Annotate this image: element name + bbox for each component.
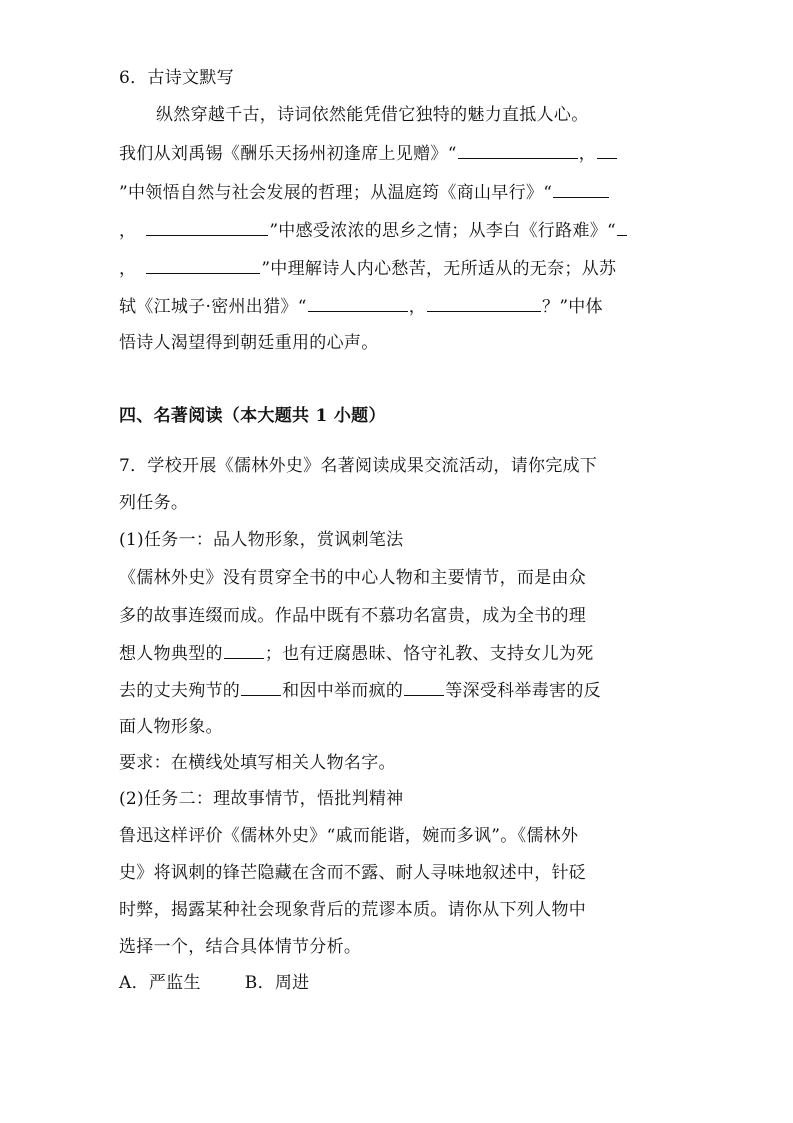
task-1-para-1: 《儒林外史》没有贯穿全书的中心人物和主要情节，而是由众 <box>119 568 587 588</box>
answer-blank[interactable] <box>146 256 260 274</box>
task-2-title: (2)任务二：理故事情节，悟批判精神 <box>119 789 404 809</box>
answer-blank[interactable] <box>404 678 444 696</box>
answer-blank[interactable] <box>617 218 627 236</box>
answer-blank[interactable] <box>224 641 264 659</box>
answer-blank[interactable] <box>597 141 617 159</box>
task-2-para-2: 史》将讽刺的锋芒隐藏在含而不露、耐人寻味地叙述中，针砭 <box>119 863 587 883</box>
option-b[interactable]: B．周进 <box>244 973 310 993</box>
task-1-title: (1)任务一：品人物形象，赏讽刺笔法 <box>119 530 404 550</box>
answer-blank[interactable] <box>241 678 281 696</box>
q6-title: 6．古诗文默写 <box>119 68 234 88</box>
task-1-para-2: 多的故事连缀而成。作品中既有不慕功名富贵，成为全书的理 <box>119 606 587 626</box>
section-heading: 四、名著阅读（本大题共 1 小题） <box>119 406 386 426</box>
q6-line-4: ， ”中感受浓浓的思乡之情；从李白《行路难》“ <box>119 218 628 243</box>
q6-line-2: 我们从刘禹锡《酬乐天扬州初逢席上见赠》“ ， <box>119 141 618 166</box>
task-1-para-5: 面人物形象。 <box>119 717 223 737</box>
options-row <box>119 971 309 995</box>
task-1-para-4: 去的丈夫殉节的 和因中举而疯的 等深受科举毒害的反 <box>119 678 601 703</box>
answer-blank[interactable] <box>458 141 578 159</box>
option-a[interactable]: A．严监生 <box>119 973 201 993</box>
q6-line-5: ， ”中理解诗人内心愁苦，无所适从的无奈；从苏 <box>119 256 616 281</box>
task-2-para-1: 鲁迅这样评价《儒林外史》“戚而能谐，婉而多讽”。《儒林外 <box>119 826 579 846</box>
q7-line-1: 7．学校开展《儒林外史》名著阅读成果交流活动，请你完成下 <box>119 456 598 476</box>
q6-line-6: 轼《江城子·密州出猎》“ ， ？”中体 <box>119 294 603 319</box>
task-1-requirement: 要求：在横线处填写相关人物名字。 <box>119 753 396 773</box>
answer-blank[interactable] <box>146 218 268 236</box>
answer-blank[interactable] <box>308 294 408 312</box>
task-2-para-3: 时弊，揭露某种社会现象背后的荒谬本质。请你从下列人物中 <box>119 900 587 920</box>
q6-line-7: 悟诗人渴望得到朝廷重用的心声。 <box>119 333 379 353</box>
q6-intro: 纵然穿越千古，诗词依然能凭借它独特的魅力直抵人心。 <box>156 105 589 125</box>
q7-line-2: 列任务。 <box>119 493 189 513</box>
task-1-para-3: 想人物典型的 ；也有迂腐愚昧、恪守礼教、支持女儿为死 <box>119 641 594 666</box>
task-2-para-4: 选择一个，结合具体情节分析。 <box>119 937 362 957</box>
q6-line-3: ”中领悟自然与社会发展的哲理；从温庭筠《商山早行》“ <box>119 180 610 205</box>
answer-blank[interactable] <box>553 180 609 198</box>
answer-blank[interactable] <box>427 294 541 312</box>
